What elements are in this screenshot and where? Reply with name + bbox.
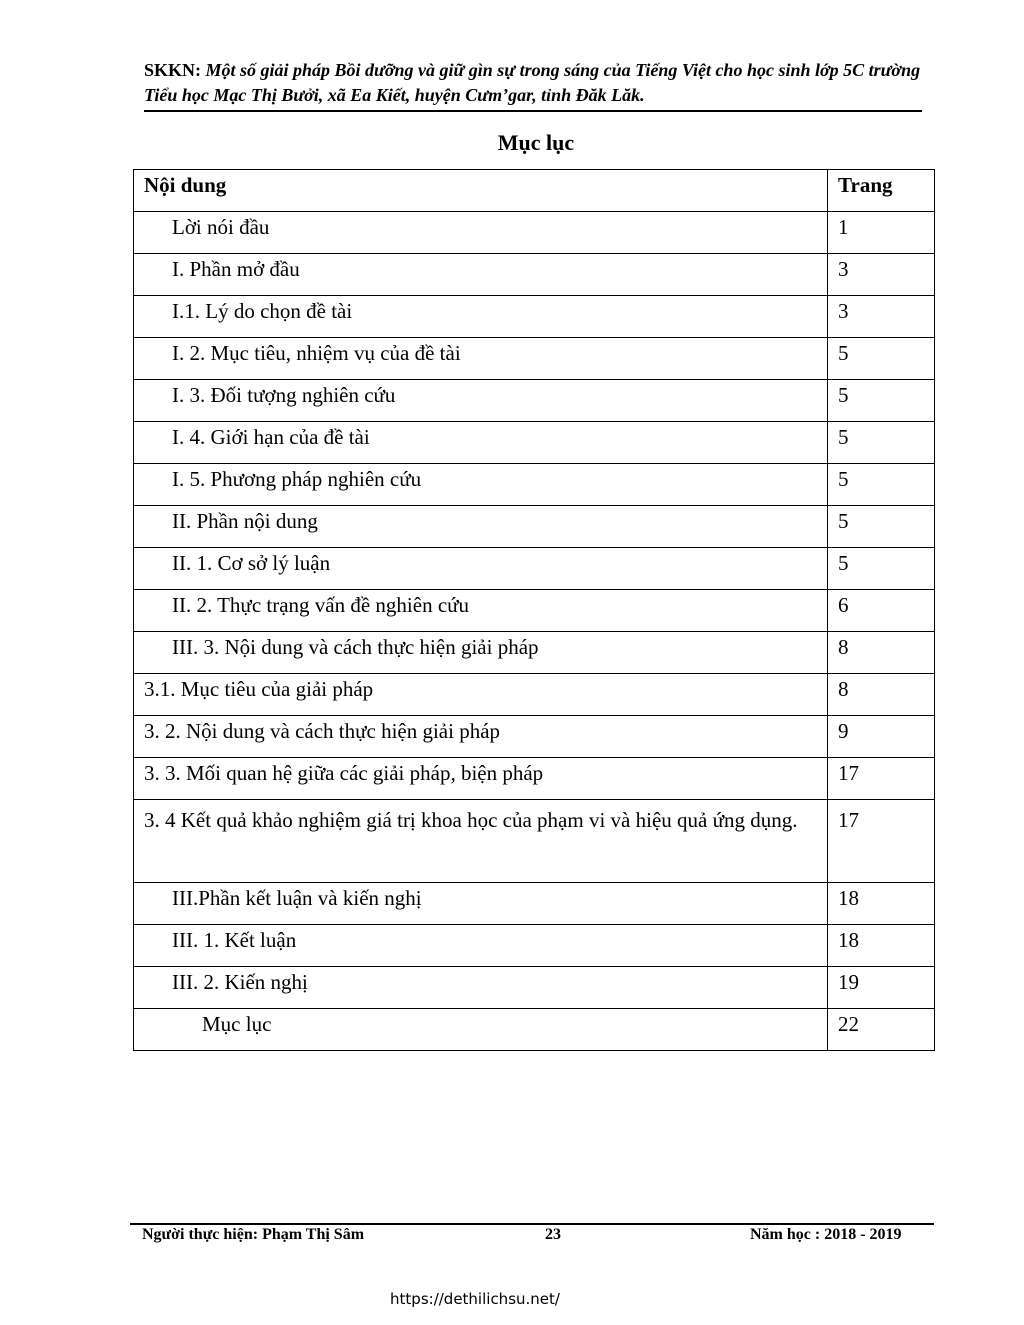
toc-entry: II. 1. Cơ sở lý luận (134, 548, 828, 590)
toc-page: 5 (828, 506, 935, 548)
toc-page: 17 (828, 758, 935, 800)
toc-entry: I.1. Lý do chọn đề tài (134, 296, 828, 338)
toc-entry: III. 3. Nội dung và cách thực hiện giải pháp (134, 632, 828, 674)
toc-page: 8 (828, 674, 935, 716)
toc-entry: III. 1. Kết luận (134, 925, 828, 967)
document-header (144, 58, 924, 108)
toc-entry: 3.1. Mục tiêu của giải pháp (134, 674, 828, 716)
toc-row (134, 758, 935, 800)
toc-row (134, 254, 935, 296)
toc-page: 3 (828, 296, 935, 338)
toc-page: 6 (828, 590, 935, 632)
toc-entry: Lời nói đầu (134, 212, 828, 254)
toc-page: 17 (828, 800, 935, 883)
toc-row (134, 800, 935, 883)
toc-row (134, 632, 935, 674)
toc-title: Mục lục (497, 130, 575, 155)
toc-page: 18 (828, 883, 935, 925)
toc-entry: I. Phần mở đầu (134, 254, 828, 296)
toc-entry: III. 2. Kiến nghị (134, 967, 828, 1009)
toc-page: 3 (828, 254, 935, 296)
toc-row (134, 296, 935, 338)
toc-page: 19 (828, 967, 935, 1009)
header-divider (144, 110, 922, 112)
toc-row (134, 548, 935, 590)
toc-entry: II. 2. Thực trạng vấn đề nghiên cứu (134, 590, 828, 632)
toc-row (134, 506, 935, 548)
toc-page: 9 (828, 716, 935, 758)
toc-row (134, 883, 935, 925)
toc-entry: I. 4. Giới hạn của đề tài (134, 422, 828, 464)
footer-school-year: Năm học : 2018 - 2019 (750, 1226, 902, 1243)
toc-page: 5 (828, 380, 935, 422)
toc-row (134, 422, 935, 464)
toc-row (134, 925, 935, 967)
toc-page: 22 (828, 1009, 935, 1051)
toc-entry: III.Phần kết luận và kiến nghị (134, 883, 828, 925)
toc-entry: I. 5. Phương pháp nghiên cứu (134, 464, 828, 506)
toc-row (134, 716, 935, 758)
toc-entry: I. 2. Mục tiêu, nhiệm vụ của đề tài (134, 338, 828, 380)
toc-table (133, 169, 935, 1051)
toc-row (134, 338, 935, 380)
header-lead: SKKN: (144, 60, 202, 80)
toc-page: 5 (828, 338, 935, 380)
toc-page: 5 (828, 548, 935, 590)
toc-entry: 3. 4 Kết quả khảo nghiệm giá trị khoa học của phạm vi và hiệu quả ứng dụng. (134, 800, 828, 883)
toc-entry: Mục lục (134, 1009, 828, 1051)
toc-header-row (134, 170, 935, 212)
source-url: https://dethilichsu.net/ (390, 1290, 560, 1308)
toc-entry: 3. 2. Nội dung và cách thực hiện giải pháp (134, 716, 828, 758)
toc-row (134, 1009, 935, 1051)
footer-divider (130, 1223, 934, 1225)
toc-col-content: Nội dung (134, 170, 828, 212)
header-title: Một số giải pháp Bồi dưỡng và giữ gìn sự trong sáng của Tiếng Việt cho học sinh lớp 5C trường Tiểu học Mạc Thị Bưởi, xã Ea Kiết, huyện Cưm’gar, tỉnh Đăk Lăk. (144, 60, 921, 105)
toc-page: 18 (828, 925, 935, 967)
toc-page: 8 (828, 632, 935, 674)
toc-row (134, 380, 935, 422)
toc-col-page: Trang (828, 170, 935, 212)
toc-entry: II. Phần nội dung (134, 506, 828, 548)
toc-row (134, 674, 935, 716)
toc-entry: 3. 3. Mối quan hệ giữa các giải pháp, biện pháp (134, 758, 828, 800)
toc-page: 5 (828, 422, 935, 464)
toc-entry: I. 3. Đối tượng nghiên cứu (134, 380, 828, 422)
toc-page: 1 (828, 212, 935, 254)
footer-author: Người thực hiện: Phạm Thị Sâm (142, 1226, 365, 1243)
toc-row (134, 590, 935, 632)
footer-page-number: 23 (545, 1226, 561, 1243)
toc-page: 5 (828, 464, 935, 506)
toc-row (134, 212, 935, 254)
toc-row (134, 967, 935, 1009)
toc-row (134, 464, 935, 506)
